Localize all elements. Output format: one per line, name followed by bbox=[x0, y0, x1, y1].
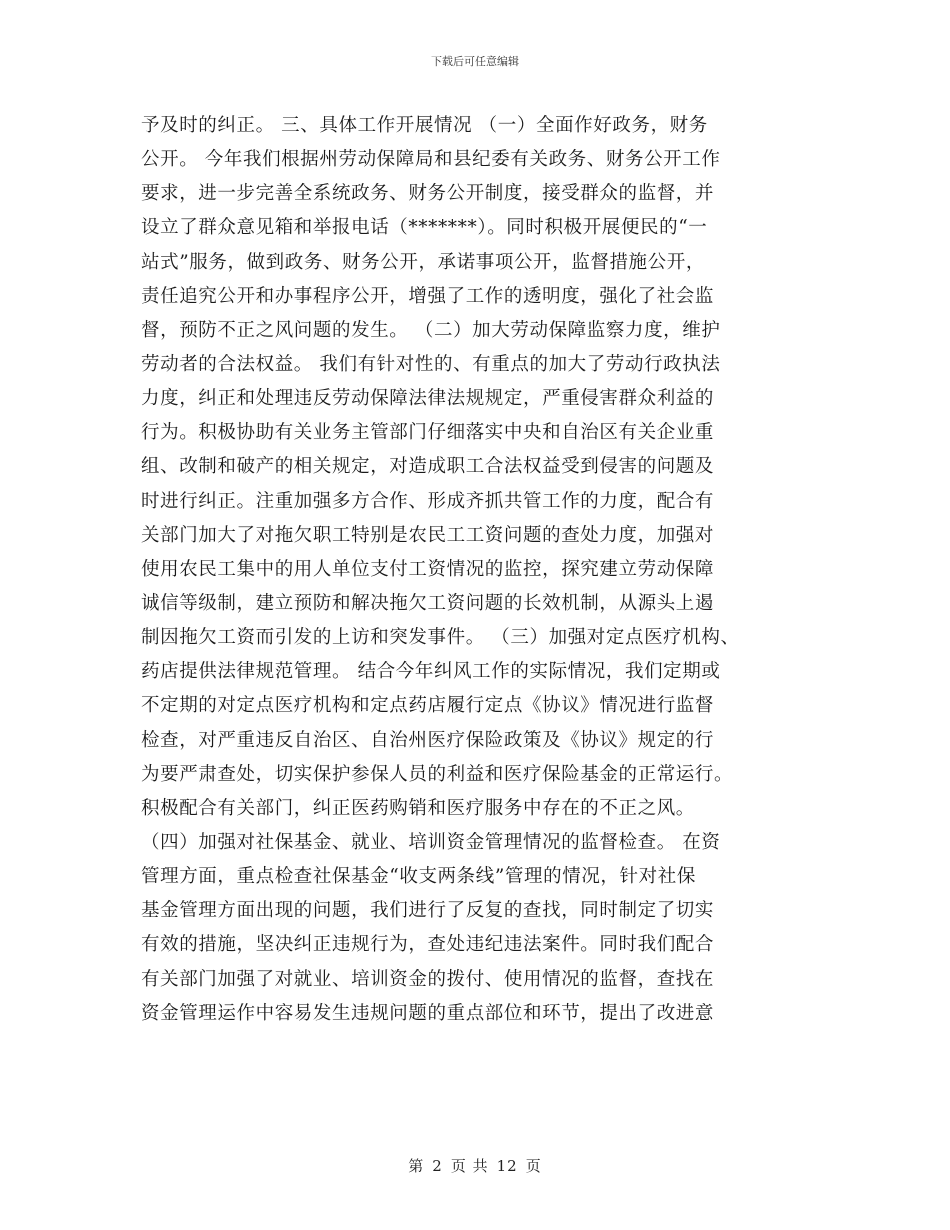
body-line: 使用农民工集中的用人单位支付工资情况的监控，探究建立劳动保障 bbox=[141, 558, 715, 580]
body-line: 力度，纠正和处理违反劳动保障法律法规规定，严重侵害群众利益的 bbox=[141, 388, 715, 410]
body-line: 关部门加大了对拖欠职工特别是农民工工资问题的查处力度，加强对 bbox=[141, 524, 715, 546]
footer-prefix: 第 bbox=[408, 1157, 425, 1175]
total-page-count: 12 bbox=[496, 1157, 518, 1175]
page-footer bbox=[0, 1155, 950, 1176]
body-line: 有关部门加强了对就业、培训资金的拨付、使用情况的监督，查找在 bbox=[141, 968, 715, 990]
body-line: 为要严肃查处，切实保护参保人员的利益和医疗保险基金的正常运行。 bbox=[141, 763, 734, 785]
body-line: 时进行纠正。注重加强多方合作、形成齐抓共管工作的力度，配合有 bbox=[141, 490, 715, 512]
body-line: 积极配合有关部门，纠正医药购销和医疗服务中存在的不正之风。 bbox=[141, 797, 695, 819]
footer-suffix: 页 bbox=[525, 1157, 542, 1175]
body-line: 不定期的对定点医疗机构和定点药店履行定点《协议》情况进行监督 bbox=[141, 695, 715, 717]
body-line: 督，预防不正之风问题的发生。 （二）加大劳动保障监察力度，维护 bbox=[141, 319, 721, 341]
body-line: 公开。 今年我们根据州劳动保障局和县纪委有关政务、财务公开工作 bbox=[141, 149, 721, 171]
body-line: 基金管理方面出现的问题，我们进行了反复的查找，同时制定了切实 bbox=[141, 900, 715, 922]
body-line: 组、改制和破产的相关规定，对造成职工合法权益受到侵害的问题及 bbox=[141, 456, 715, 478]
footer-middle: 页 共 bbox=[450, 1157, 489, 1175]
body-line: 劳动者的合法权益。 我们有针对性的、有重点的加大了劳动行政执法 bbox=[141, 353, 721, 375]
document-body bbox=[141, 109, 821, 1031]
body-line: 行为。积极协助有关业务主管部门仔细落实中央和自治区有关企业重 bbox=[141, 422, 715, 444]
body-line: 检查，对严重违反自治区、自治州医疗保险政策及《协议》规定的行 bbox=[141, 729, 715, 751]
body-line: 有效的措施，坚决纠正违规行为，查处违纪违法案件。同时我们配合 bbox=[141, 934, 715, 956]
body-line: 药店提供法律规范管理。 结合今年纠风工作的实际情况，我们定期或 bbox=[141, 661, 721, 683]
body-line: 管理方面，重点检查社保基金“收支两条线”管理的情况，针对社保 bbox=[141, 866, 696, 888]
page-header: 下载后可任意编辑 bbox=[431, 55, 519, 68]
body-line: 诚信等级制，建立预防和解决拖欠工资问题的长效机制，从源头上遏 bbox=[141, 592, 715, 614]
body-line: 予及时的纠正。 三、具体工作开展情况 （一）全面作好政务，财务 bbox=[141, 115, 708, 136]
body-line: 设立了群众意见箱和举报电话（*******）。同时积极开展便民的“一 bbox=[141, 217, 708, 239]
body-line: 资金管理运作中容易发生违规问题的重点部位和环节，提出了改进意 bbox=[141, 1002, 715, 1024]
body-line: 要求，进一步完善全系统政务、财务公开制度，接受群众的监督，并 bbox=[141, 183, 715, 205]
body-line: 制因拖欠工资而引发的上访和突发事件。 （三）加强对定点医疗机构、 bbox=[141, 627, 740, 649]
current-page-number: 2 bbox=[432, 1157, 443, 1175]
body-line: 站式”服务，做到政务、财务公开，承诺事项公开，监督措施公开， bbox=[141, 251, 705, 273]
body-line: 责任追究公开和办事程序公开，增强了工作的透明度，强化了社会监 bbox=[141, 285, 715, 307]
body-line: （四）加强对社保基金、就业、培训资金管理情况的监督检查。 在资 bbox=[141, 831, 721, 853]
